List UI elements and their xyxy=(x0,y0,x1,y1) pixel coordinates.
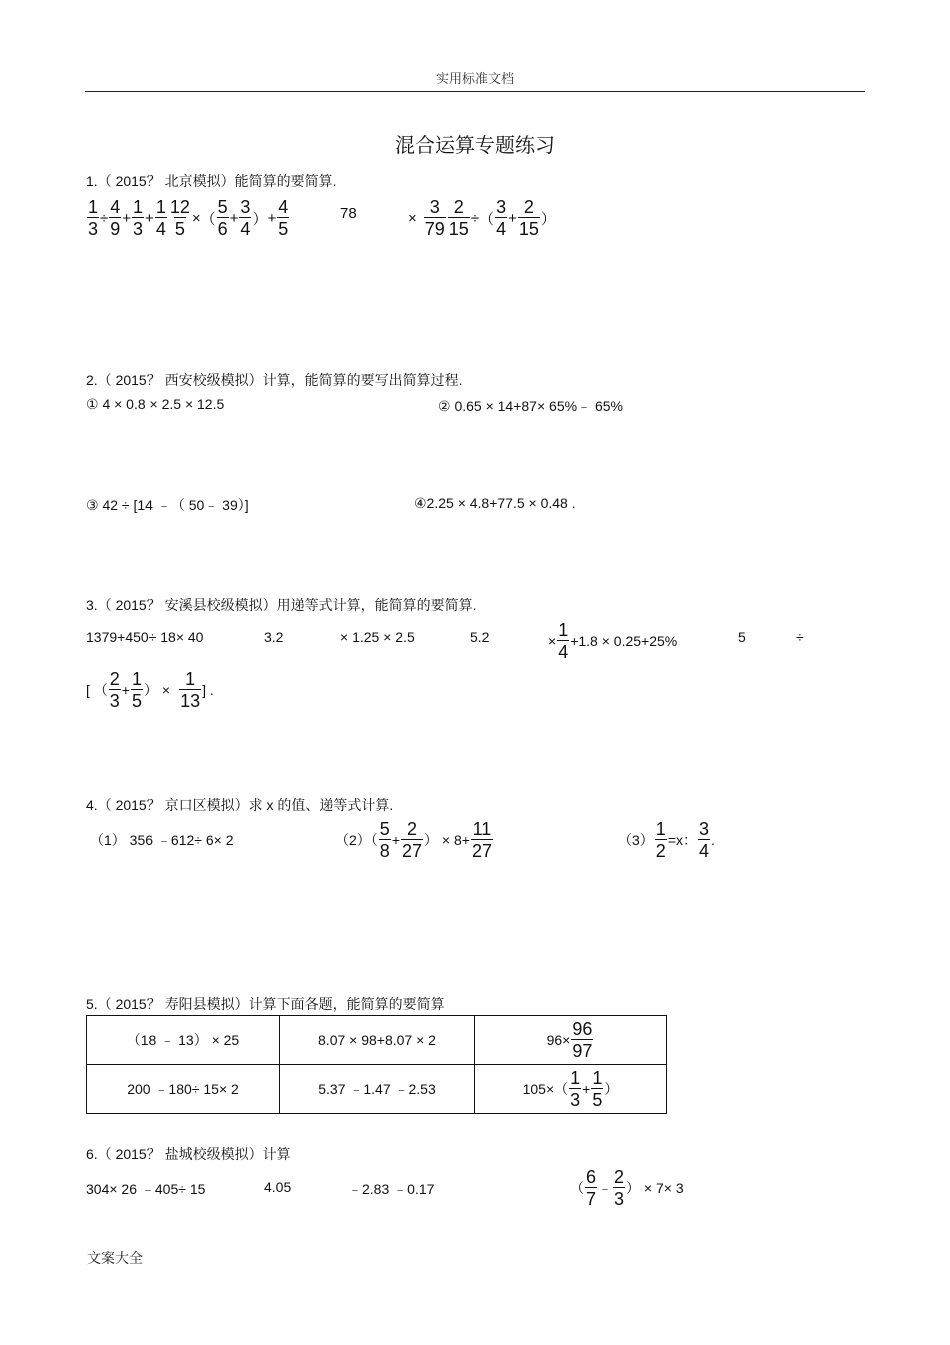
fraction: $\frac{2}{3}$ xyxy=(614,1167,625,1209)
fraction: $\frac{6}{7}$ xyxy=(586,1167,597,1209)
q5-heading: 5.（ 2015？ 寿阳县模拟）计算下面各题，能简算的要简算 xyxy=(86,996,445,1012)
table-cell: 5.37 ﹣1.47 ﹣2.53 xyxy=(280,1065,475,1114)
fraction: $\frac{5}{8}$ xyxy=(379,819,390,861)
fraction: $\frac{3}{4}$ xyxy=(496,197,507,239)
q3-heading: 3.（ 2015？ 安溪县校级模拟）用递等式计算，能简算的要简算. xyxy=(86,597,477,613)
fraction: $\frac{5}{6}$ xyxy=(217,197,228,239)
q1-expression-b-lead: 78 xyxy=(340,205,357,222)
fraction: $\frac{1}{3}$ xyxy=(570,1068,581,1110)
q3-expr-5: [ （ $\frac{2}{3}$ + $\frac{1}{5}$ ） × $\frac{1}{13}$ ] . xyxy=(86,669,214,711)
fraction: $\frac{1}{4}$ xyxy=(558,620,569,662)
fraction: $\frac{3}{4}$ xyxy=(699,819,710,861)
q2-item-1: ① 4 × 0.8 × 2.5 × 12.5 xyxy=(86,396,225,412)
q1-expression-a: $\frac{1}{3}$ ÷ $\frac{4}{9}$ + $\frac{1}{3}$ + $\frac{1}{4}$ $\frac{12}{5}$ × （ $\frac{5}{6}$ + $\frac{3}{4}$ ） + $\frac{4}{5}$ xyxy=(88,197,289,239)
q3-expr-2a: 3.2 xyxy=(264,629,284,645)
q6-expr-4: （ $\frac{6}{7}$ ﹣ $\frac{2}{3}$ ） × 7× 3 xyxy=(570,1167,684,1209)
fraction: $\frac{4}{9}$ xyxy=(110,197,121,239)
fraction: $\frac{12}{5}$ xyxy=(169,197,190,239)
fraction: $\frac{2}{15}$ xyxy=(448,197,469,239)
fraction: $\frac{2}{3}$ xyxy=(109,669,120,711)
table-row xyxy=(87,1065,667,1114)
q2-item-3: ③ 42 ÷ [14 ﹣（ 50﹣ 39）] xyxy=(86,497,249,513)
q6-expr-3: ﹣2.83 ﹣0.17 xyxy=(348,1181,435,1197)
fraction: $\frac{11}{27}$ xyxy=(471,819,492,861)
fraction: $\frac{1}{5}$ xyxy=(592,1068,603,1110)
q4-part-1: （1） 356 ﹣612÷ 6× 2 xyxy=(90,832,234,848)
fraction: $\frac{1}{3}$ xyxy=(133,197,144,239)
fraction: $\frac{1}{5}$ xyxy=(131,669,142,711)
q6-heading: 6.（ 2015？ 盐城校级模拟）计算 xyxy=(86,1146,291,1162)
fraction: $\frac{1}{13}$ xyxy=(180,669,201,711)
q3-expr-4-divide: ÷ xyxy=(796,629,804,645)
q3-expr-3a: 5.2 xyxy=(470,629,490,645)
page-header: 实用标准文档 xyxy=(435,71,514,86)
q1-expression-b: × $\frac{3}{79}$ $\frac{2}{15}$ ÷ （ $\frac{3}{4}$ + $\frac{2}{15}$ ） xyxy=(408,197,556,239)
q2-item-4: ④2.25 × 4.8+77.5 × 0.48 . xyxy=(414,495,576,511)
fraction: $\frac{4}{5}$ xyxy=(278,197,289,239)
q4-heading: 4.（ 2015？ 京口区模拟）求 x 的值、递等式计算. xyxy=(86,797,394,813)
fraction: $\frac{96}{97}$ xyxy=(572,1019,593,1061)
q1-heading: 1.（ 2015？ 北京模拟）能简算的要简算. xyxy=(86,173,337,189)
q4-part-3: （3） $\frac{1}{2}$ =x： $\frac{3}{4}$ . xyxy=(618,819,715,861)
q4-part-2: （2）（ $\frac{5}{8}$ + $\frac{2}{27}$ ） × 8+ $\frac{11}{27}$ xyxy=(335,819,492,861)
q3-expr-1: 1379+450÷ 18× 40 xyxy=(86,629,204,645)
q5-table xyxy=(86,1015,667,1114)
q2-item-2: ② 0.65 × 14+87× 65%﹣ 65% xyxy=(438,398,623,414)
table-cell: 105×（ $\frac{1}{3}$ + $\frac{1}{5}$ ） xyxy=(475,1065,667,1114)
page-footer: 文案大全 xyxy=(87,1250,143,1266)
table-cell: 8.07 × 98+8.07 × 2 xyxy=(280,1016,475,1065)
q3-expr-2b: × 1.25 × 2.5 xyxy=(340,629,415,645)
q3-expr-4a: 5 xyxy=(738,629,746,645)
page-title: 混合运算专题练习 xyxy=(395,133,555,157)
table-cell: 200 ﹣180÷ 15× 2 xyxy=(87,1065,280,1114)
fraction: $\frac{1}{3}$ xyxy=(88,197,99,239)
q2-heading: 2.（ 2015？ 西安校级模拟）计算，能简算的要写出简算过程. xyxy=(86,372,463,388)
fraction: $\frac{1}{2}$ xyxy=(655,819,666,861)
fraction: $\frac{1}{4}$ xyxy=(155,197,166,239)
table-row xyxy=(87,1016,667,1065)
header-rule xyxy=(85,91,865,92)
q3-expr-3b: × $\frac{1}{4}$ +1.8 × 0.25+25% xyxy=(548,620,678,662)
fraction: $\frac{2}{27}$ xyxy=(402,819,423,861)
q6-expr-2: 4.05 xyxy=(264,1179,292,1195)
fraction: $\frac{3}{79}$ xyxy=(424,197,445,239)
q6-expr-1: 304× 26 ﹣405÷ 15 xyxy=(86,1181,206,1197)
table-cell: （18 ﹣ 13） × 25 xyxy=(87,1016,280,1065)
fraction: $\frac{3}{4}$ xyxy=(240,197,251,239)
table-cell: 96× $\frac{96}{97}$ xyxy=(475,1016,667,1065)
fraction: $\frac{2}{15}$ xyxy=(518,197,539,239)
